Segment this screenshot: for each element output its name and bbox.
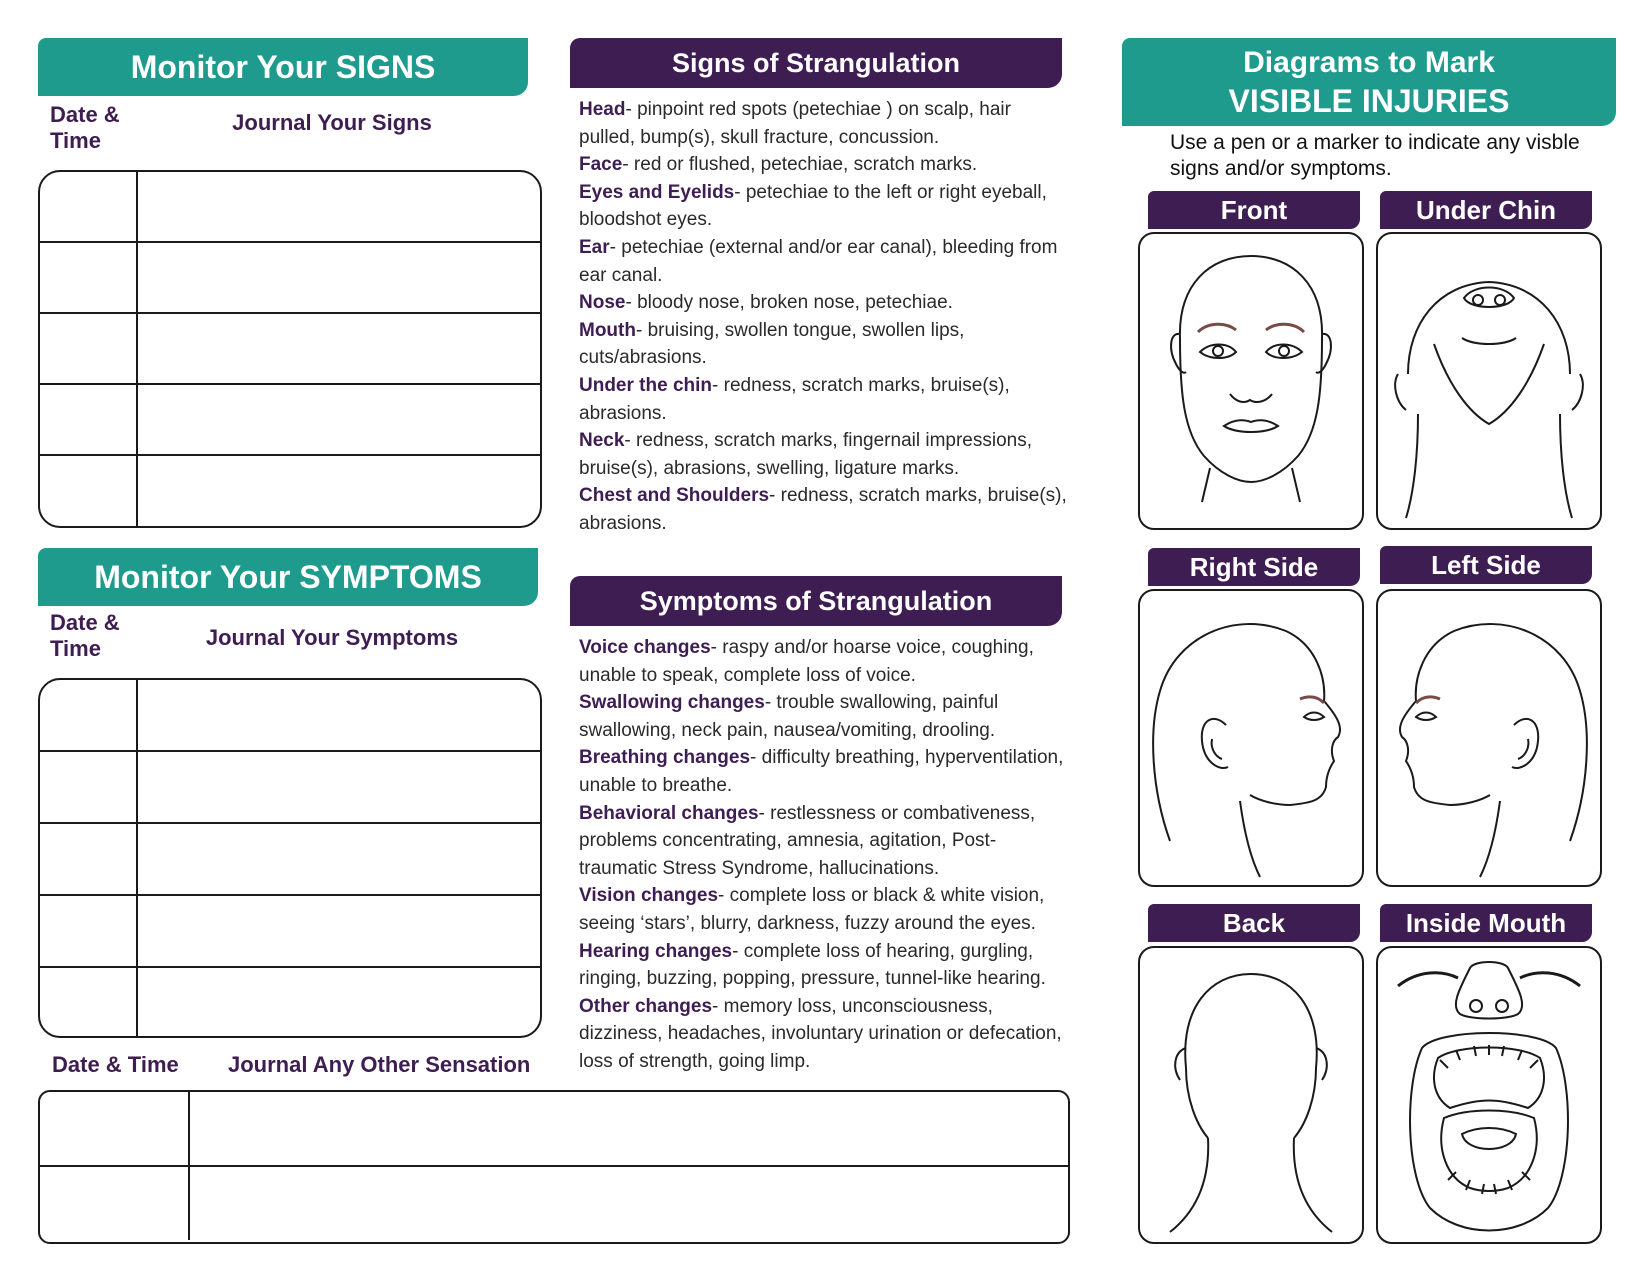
front-diagram[interactable] — [1138, 232, 1364, 530]
diagrams-header — [1122, 38, 1616, 126]
journal-cell[interactable] — [138, 243, 540, 312]
journal-cell[interactable] — [138, 385, 540, 454]
list-item: Voice changes- raspy and/or hoarse voice, coughing, unable to speak, complete loss of voice. — [579, 637, 1034, 686]
list-item: Nose- bloody nose, broken nose, petechiae. — [579, 292, 953, 314]
date-cell[interactable] — [40, 968, 138, 1036]
table-row — [40, 1167, 1068, 1240]
signs-journal-label: Journal Your Signs — [232, 110, 432, 135]
table-row — [40, 243, 540, 314]
list-item: Other changes- memory loss, unconsciousness, dizziness, headaches, involuntary urination or defecation, loss of strength, going limp. — [579, 995, 1062, 1072]
table-row — [40, 385, 540, 456]
inside-mouth-label: Inside Mouth — [1380, 904, 1592, 942]
signs-header — [570, 38, 1062, 88]
list-item: Under the chin- redness, scratch marks, bruise(s), abrasions. — [579, 374, 1010, 424]
back-diagram[interactable] — [1138, 946, 1364, 1244]
symptoms-header — [570, 576, 1062, 626]
date-cell[interactable] — [40, 385, 138, 454]
left-side-diagram[interactable] — [1376, 589, 1602, 887]
date-cell[interactable] — [40, 680, 138, 750]
list-item: Face- red or flushed, petechiae, scratch marks. — [579, 154, 978, 176]
table-row — [40, 314, 540, 385]
journal-cell[interactable] — [138, 456, 540, 526]
journal-cell[interactable] — [190, 1092, 1068, 1165]
date-cell[interactable] — [40, 824, 138, 894]
date-cell[interactable] — [40, 896, 138, 966]
left-side-label: Left Side — [1380, 546, 1592, 584]
list-item: Neck- redness, scratch marks, fingernail impressions, bruise(s), abrasions, swelling, ligature marks. — [579, 430, 1033, 479]
list-item: Mouth- bruising, swollen tongue, swollen lips, cuts/abrasions. — [579, 319, 965, 369]
diagrams-instructions: Use a pen or a marker to indicate any visble signs and/or symptoms. — [1170, 131, 1580, 180]
list-item: Behavioral changes- restlessness or combativeness, problems concentrating, amnesia, agitation, Post-traumatic Stress Syndrome, hallucinations. — [579, 802, 1036, 879]
table-row — [40, 172, 540, 243]
journal-cell[interactable] — [138, 172, 540, 241]
list-item: Swallowing changes- trouble swallowing, painful swallowing, neck pain, nausea/vomiting, drooling. — [579, 692, 999, 741]
journal-cell[interactable] — [138, 896, 540, 966]
table-row — [40, 680, 540, 752]
symptoms-journal-label: Journal Your Symptoms — [205, 625, 459, 650]
journal-cell[interactable] — [190, 1167, 1068, 1240]
signs-list — [579, 96, 1069, 538]
date-cell[interactable] — [40, 314, 138, 383]
date-cell[interactable] — [40, 752, 138, 822]
front-label: Front — [1148, 191, 1360, 229]
signs-journal-header — [38, 38, 528, 96]
journal-cell[interactable] — [138, 752, 540, 822]
diagrams-title-line1: Diagrams to Mark — [1243, 46, 1495, 79]
journal-cell[interactable] — [138, 680, 540, 750]
symptoms-journal-title: Monitor Your SYMPTOMS — [94, 559, 482, 595]
other-journal-label: Journal Any Other Sensation — [228, 1052, 531, 1077]
list-item: Breathing changes- difficulty breathing, hyperventilation, unable to breathe. — [579, 747, 1064, 796]
symptoms-title: Symptoms of Strangulation — [639, 586, 993, 616]
list-item: Vision changes- complete loss or black & white vision, seeing ‘stars’, blurry, darkness, fuzzy around the eyes. — [579, 885, 1045, 934]
table-row — [40, 752, 540, 824]
diagrams-title-line2: VISIBLE INJURIES — [1228, 83, 1510, 119]
under-chin-label: Under Chin — [1380, 191, 1592, 229]
symptoms-list — [579, 634, 1074, 1076]
journal-cell[interactable] — [138, 314, 540, 383]
journal-cell[interactable] — [138, 824, 540, 894]
under-chin-diagram[interactable] — [1376, 232, 1602, 530]
list-item: Ear- petechiae (external and/or ear canal), bleeding from ear canal. — [579, 236, 1058, 286]
signs-journal-title: Monitor Your SIGNS — [130, 49, 436, 85]
signs-date-label: Date & Time — [50, 102, 120, 153]
symptoms-date-label: Date & Time — [50, 610, 120, 661]
other-journal-table — [38, 1090, 1070, 1244]
list-item: Hearing changes- complete loss of hearing, gurgling, ringing, buzzing, popping, pressure, tunnel-like hearing. — [579, 940, 1046, 990]
inside-mouth-icon — [1378, 948, 1600, 1242]
table-row — [40, 968, 540, 1036]
signs-journal-table — [38, 170, 542, 528]
journal-cell[interactable] — [138, 968, 540, 1036]
list-item: Chest and Shoulders- redness, scratch marks, bruise(s), abrasions. — [579, 485, 1067, 534]
right-side-label: Right Side — [1148, 548, 1360, 586]
back-head-icon — [1140, 948, 1362, 1242]
table-row — [40, 456, 540, 526]
other-date-label: Date & Time — [52, 1052, 179, 1077]
right-side-head-icon — [1140, 591, 1362, 885]
left-side-head-icon — [1378, 591, 1600, 885]
front-face-icon — [1140, 234, 1362, 528]
symptoms-journal-table — [38, 678, 542, 1038]
table-row — [40, 824, 540, 896]
under-chin-icon — [1378, 234, 1600, 528]
list-item: Eyes and Eyelids- petechiae to the left or right eyeball, bloodshot eyes. — [579, 181, 1047, 231]
inside-mouth-diagram[interactable] — [1376, 946, 1602, 1244]
date-cell[interactable] — [40, 1167, 190, 1240]
symptoms-journal-header — [38, 548, 538, 606]
date-cell[interactable] — [40, 243, 138, 312]
table-row — [40, 1092, 1068, 1167]
list-item: Head- pinpoint red spots (petechiae ) on scalp, hair pulled, bump(s), skull fracture, concussion. — [579, 99, 1011, 148]
signs-title: Signs of Strangulation — [672, 48, 960, 78]
back-label: Back — [1148, 904, 1360, 942]
right-side-diagram[interactable] — [1138, 589, 1364, 887]
table-row — [40, 896, 540, 968]
date-cell[interactable] — [40, 1092, 190, 1165]
date-cell[interactable] — [40, 456, 138, 526]
date-cell[interactable] — [40, 172, 138, 241]
